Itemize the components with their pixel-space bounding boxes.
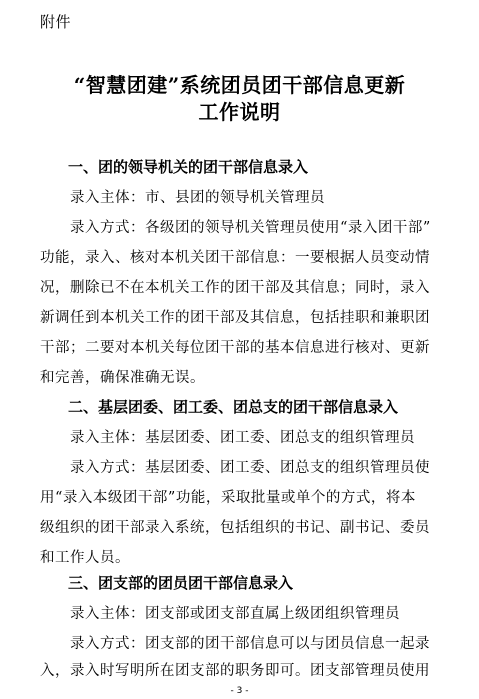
document-title-line-2: 工作说明 xyxy=(198,100,281,124)
section-3-line: 录入方式：团支部的团干部信息可以与团员信息一起录 xyxy=(70,636,430,652)
section-2-heading: 二、基层团委、团工委、团总支的团干部信息录入 xyxy=(68,398,399,416)
section-2-line: 录入主体：基层团委、团工委、团总支的组织管理员 xyxy=(70,430,415,446)
section-1-line: 功能，录入、核对本机关团干部信息：一要根据人员变动情 xyxy=(40,250,430,266)
section-3-heading: 三、团支部的团员团干部信息录入 xyxy=(68,574,294,592)
section-1-heading: 一、团的领导机关的团干部信息录入 xyxy=(68,158,309,176)
document-title-line-1: “智慧团建”系统团员团干部信息更新 xyxy=(73,73,406,97)
attachment-label: 附件 xyxy=(40,13,72,31)
section-2-line: 用“录入本级团干部”功能，采取批量或单个的方式，将本 xyxy=(40,490,416,506)
section-1-line: 录入方式：各级团的领导机关管理员使用“录入团干部” xyxy=(70,220,431,236)
section-1-line: 况，删除已不在本机关工作的团干部及其信息；同时，录入 xyxy=(40,280,430,296)
section-1-line: 新调任到本机关工作的团干部及其信息，包括挂职和兼职团 xyxy=(40,310,430,326)
section-3-line: 录入主体：团支部或团支部直属上级团组织管理员 xyxy=(70,606,400,622)
section-2-line: 录入方式：基层团委、团工委、团总支的组织管理员使 xyxy=(70,460,430,476)
section-2-line: 和工作人员。 xyxy=(40,550,130,566)
section-1-line: 录入主体：市、县团的领导机关管理员 xyxy=(70,190,325,206)
section-3-line: 入，录入时写明所在团支部的职务即可。团支部管理员使用 xyxy=(40,663,430,679)
section-1-line: 干部；二要对本机关每位团干部的基本信息进行核对、更新 xyxy=(40,340,430,356)
section-1-line: 和完善，确保准确无误。 xyxy=(40,370,205,386)
section-2-line: 级组织的团干部录入系统，包括组织的书记、副书记、委员 xyxy=(40,520,430,536)
page-number: - 3 - xyxy=(230,686,249,696)
